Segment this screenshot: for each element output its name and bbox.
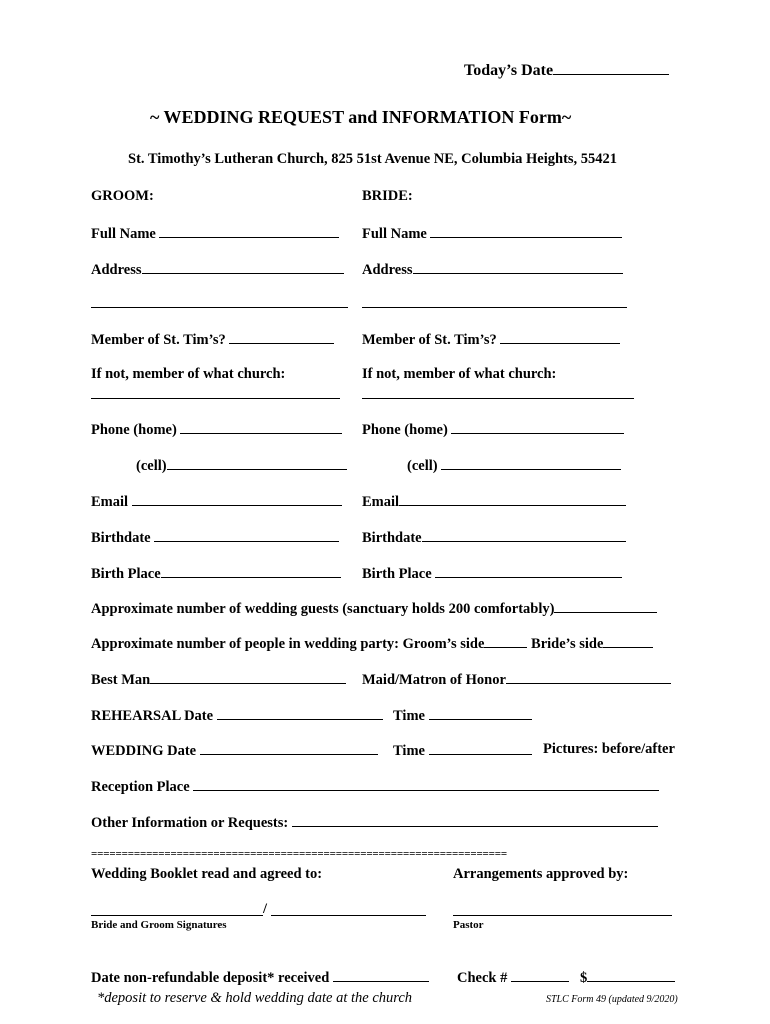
maid-of-honor-field[interactable] [506,671,671,684]
groom-phone-home-row [91,421,342,438]
pastor-signature-field[interactable] [453,915,672,916]
rehearsal-date-row [91,707,383,724]
check-number-field[interactable] [511,969,569,982]
bride-full-name-label: Full Name [362,226,427,242]
brides-side-field[interactable] [603,635,653,648]
form-title: ~ WEDDING REQUEST and INFORMATION Form~ [150,107,572,127]
other-info-field[interactable] [292,814,658,827]
brides-side-label: Bride’s side [531,636,604,652]
bride-birth-place-label: Birth Place [362,566,432,582]
bride-address-label: Address [362,262,413,278]
groom-full-name-label: Full Name [91,226,156,242]
groom-member-field[interactable] [229,331,334,344]
groom-email-field[interactable] [132,493,342,506]
signature-slash: / [263,901,268,917]
bride-cell-row [407,457,621,474]
bride-heading: BRIDE: [362,188,413,204]
bride-address-line-2[interactable] [362,307,627,308]
pictures-label: Pictures: before/after [543,741,675,757]
rehearsal-time-label: Time [393,708,425,724]
other-info-label: Other Information or Requests: [91,815,289,831]
rehearsal-date-label: REHEARSAL Date [91,708,214,724]
bride-email-row [362,493,626,510]
church-info: St. Timothy’s Lutheran Church, 825 51st Avenue NE, Columbia Heights, 55421 [128,151,618,167]
amount-field[interactable] [587,969,675,982]
deposit-row [91,969,429,986]
wedding-time-row [393,742,532,759]
wedding-date-field[interactable] [200,742,378,755]
groom-email-row [91,493,342,510]
todays-date-row [464,62,669,79]
bride-member-label: Member of St. Tim’s? [362,332,497,348]
amount-row [580,969,675,986]
groom-full-name-row [91,225,339,242]
bride-member-field[interactable] [500,331,620,344]
check-row [457,969,569,986]
rehearsal-time-row [393,707,532,724]
reception-place-field[interactable] [193,778,659,791]
groom-member-label: Member of St. Tim’s? [91,332,226,348]
check-label: Check # [457,970,508,986]
bride-email-label: Email [362,494,400,510]
wedding-date-row [91,742,378,759]
dollar-label: $ [580,970,588,986]
best-man-label: Best Man [91,672,151,688]
signatures-caption: Bride and Groom Signatures [91,919,227,931]
groom-email-label: Email [91,494,129,510]
groom-cell-row [136,457,347,474]
bride-email-field[interactable] [399,493,626,506]
bride-address-row [362,261,623,278]
deposit-label: Date non-refundable deposit* received [91,970,330,986]
groom-birthdate-row [91,529,339,546]
bride-phone-home-field[interactable] [451,421,624,434]
party-label: Approximate number of people in wedding party: Groom’s side [91,636,485,652]
party-row [91,635,653,652]
groom-address-field[interactable] [142,261,344,274]
bride-birth-place-field[interactable] [435,565,622,578]
groom-birth-place-field[interactable] [161,565,341,578]
maid-of-honor-label: Maid/Matron of Honor [362,672,506,688]
arrangements-label: Arrangements approved by: [453,866,629,882]
other-info-row [91,814,658,831]
groom-birthdate-label: Birthdate [91,530,151,546]
groom-address-row [91,261,344,278]
bride-cell-field[interactable] [441,457,621,470]
pastor-caption: Pastor [453,919,484,931]
groom-cell-label: (cell) [136,458,167,474]
groom-member-row [91,331,334,348]
groom-phone-home-field[interactable] [180,421,342,434]
reception-place-label: Reception Place [91,779,190,795]
groom-phone-home-label: Phone (home) [91,422,177,438]
groom-other-church-field[interactable] [91,398,340,399]
wedding-time-field[interactable] [429,742,532,755]
separator: ==================================================================== [91,848,508,860]
bride-member-row [362,331,620,348]
bride-full-name-row [362,225,622,242]
grooms-side-field[interactable] [484,635,527,648]
rehearsal-time-field[interactable] [429,707,532,720]
wedding-date-label: WEDDING Date [91,743,197,759]
best-man-field[interactable] [150,671,346,684]
groom-heading: GROOM: [91,188,154,204]
bride-address-field[interactable] [413,261,623,274]
deposit-date-field[interactable] [333,969,429,982]
bride-birth-place-row [362,565,622,582]
bride-signature-field[interactable] [91,915,263,916]
bride-birthdate-field[interactable] [422,529,626,542]
groom-signature-field[interactable] [271,915,426,916]
bride-birthdate-label: Birthdate [362,530,422,546]
groom-address-line-2[interactable] [91,307,348,308]
bride-birthdate-row [362,529,626,546]
bride-full-name-field[interactable] [430,225,622,238]
groom-birth-place-row [91,565,341,582]
groom-birthdate-field[interactable] [154,529,339,542]
groom-birth-place-label: Birth Place [91,566,161,582]
groom-address-label: Address [91,262,142,278]
best-man-row [91,671,346,688]
bride-if-not-label: If not, member of what church: [362,366,557,382]
groom-full-name-field[interactable] [159,225,339,238]
bride-other-church-field[interactable] [362,398,634,399]
bride-phone-home-label: Phone (home) [362,422,448,438]
form-id: STLC Form 49 (updated 9/2020) [546,994,678,1005]
todays-date-field[interactable] [553,62,669,75]
reception-place-row [91,778,659,795]
bride-phone-home-row [362,421,624,438]
guests-row [91,600,657,617]
wedding-time-label: Time [393,743,425,759]
groom-if-not-label: If not, member of what church: [91,366,286,382]
bride-cell-label: (cell) [407,458,438,474]
deposit-note: *deposit to reserve & hold wedding date at the church [97,990,413,1006]
maid-of-honor-row [362,671,671,688]
guests-label: Approximate number of wedding guests (sanctuary holds 200 comfortably) [91,601,555,617]
groom-cell-field[interactable] [167,457,347,470]
todays-date-label: Today’s Date [464,62,554,79]
booklet-label: Wedding Booklet read and agreed to: [91,866,323,882]
rehearsal-date-field[interactable] [217,707,383,720]
guests-field[interactable] [554,600,657,613]
